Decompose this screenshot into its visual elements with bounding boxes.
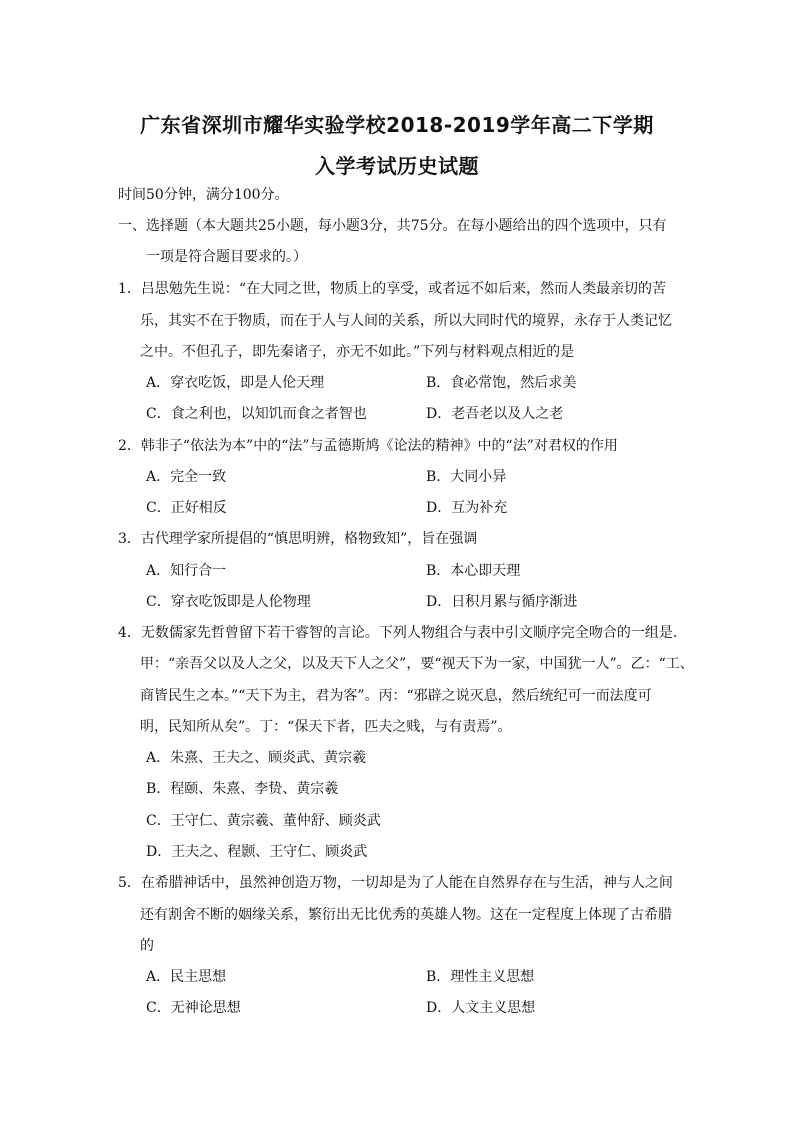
option-d: D．互为补充 [426,500,508,516]
exam-meta: 时间50分钟，满分100分。 [118,187,289,203]
option-a: A．知行合一 [146,563,227,579]
question-text: 之中。不但孔子，即先秦诸子，亦无不如此。”下列与材料观点相近的是 [140,344,575,360]
option-b: B．理性主义思想 [426,969,535,985]
question-text: 3．古代理学家所提倡的“慎思明辨，格物致知”，旨在强调 [118,531,478,547]
option-c: C．正好相反 [146,500,227,516]
question-text: 甲：“亲吾父以及人之父，以及天下人之父”，要“视天下为一家，中国犹一人”。乙：“工、 [140,656,694,672]
section-heading-cont: 一项是符合题目要求的。） [146,249,307,265]
option-c: C．穿衣吃饭即是人伦物理 [146,594,311,610]
option-c: C．王守仁、黄宗羲、董仲舒、顾炎武 [146,813,381,829]
option-c: C．无神论思想 [146,1000,241,1016]
question-text: 乐，其实不在于物质，而在于人与人间的关系，所以大同时代的境界，永存于人类记忆 [140,313,672,329]
question-text: 明，民知所从矣”。丁：“保天下者，匹夫之贱，与有责焉”。 [140,719,512,735]
option-d: D．老吾老以及人之老 [426,406,564,422]
question-text: 2．韩非子“依法为本”中的“法”与孟德斯鸠《论法的精神》中的“法”对君权的作用 [118,438,618,454]
option-a: A．穿衣吃饭，即是人伦天理 [146,375,325,391]
option-b: B．大同小异 [426,469,507,485]
question-text: 商皆民生之本。”“天下为主，君为客”。丙：“邪辟之说灭息，然后统纪可一而法度可 [140,688,652,704]
question-text: 1．吕思勉先生说：“在大同之世，物质上的享受，或者远不如后来，然而人类最亲切的苦 [118,281,667,297]
question-text: 5．在希腊神话中，虽然神创造万物，一切却是为了人能在自然界存在与生活，神与人之间 [118,875,673,891]
question-text: 还有割舍不断的姻缘关系，繁衍出无比优秀的英雄人物。这在一定程度上体现了古希腊 [140,907,672,923]
exam-title-line1: 广东省深圳市耀华实验学校2018-2019学年高二下学期 [140,113,654,137]
question-text: 的 [140,938,154,954]
option-a: A．朱熹、王夫之、顾炎武、黄宗羲 [146,750,367,766]
section-heading: 一、选择题（本大题共25小题，每小题3分，共75分。在每小题给出的四个选项中，只有 [118,218,667,234]
option-d: D．人文主义思想 [426,1000,536,1016]
option-b: B．本心即天理 [426,563,521,579]
option-d: D．日积月累与循序渐进 [426,594,578,610]
option-b: B．程颐、朱熹、李贽、黄宗羲 [146,781,339,797]
question-text: 4．无数儒家先哲曾留下若干睿智的言论。下列人物组合与表中引文顺序完全吻合的一组是. [118,625,678,641]
option-b: B．食必常饱，然后求美 [426,375,577,391]
option-a: A．完全一致 [146,469,227,485]
option-c: C．食之利也，以知饥而食之者智也 [146,406,367,422]
exam-title-line2: 入学考试历史试题 [315,154,479,178]
option-d: D．王夫之、程颢、王守仁、顾炎武 [146,844,368,860]
option-a: A．民主思想 [146,969,227,985]
